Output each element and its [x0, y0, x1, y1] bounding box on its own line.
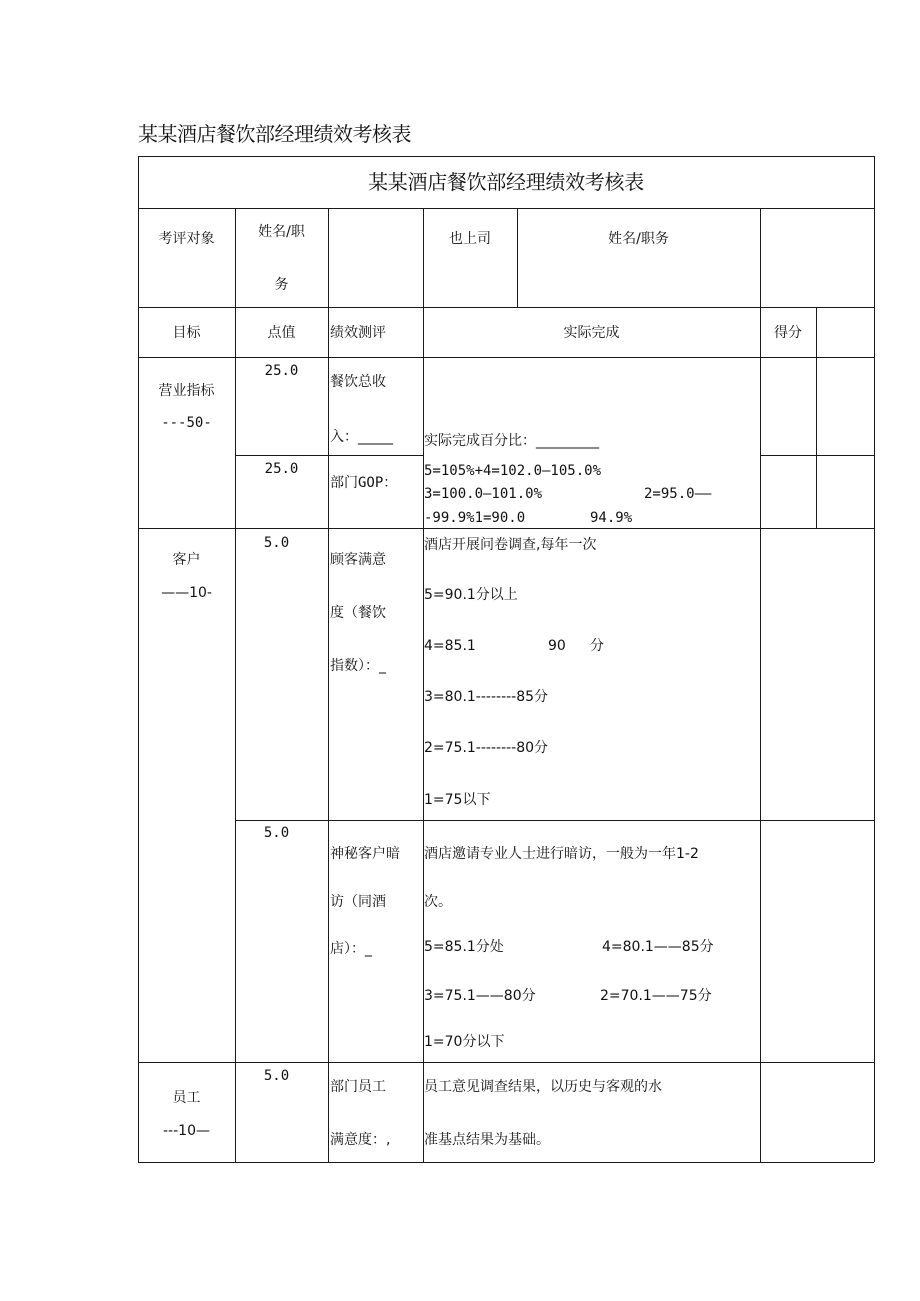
satisfaction-eval: 顾客满意 [330, 552, 386, 568]
customer-weight: ——10- [161, 585, 212, 601]
satisfaction-actual-line: 1=75以下 [424, 792, 491, 808]
table-col-rule [816, 307, 817, 528]
name-title-label-cont: 务 [274, 277, 289, 293]
mystery-actual-line: 3=75.1——80分 [424, 988, 536, 1004]
table-border-left [138, 156, 139, 1162]
document-title: 某某酒店餐饮部经理绩效考核表 [138, 122, 411, 146]
mystery-eval-cont: 店）：_ [330, 941, 372, 957]
gop-points: 25.0 [264, 461, 299, 477]
satisfaction-points: 5.0 [263, 535, 290, 551]
header-points: 点值 [267, 325, 296, 341]
satisfaction-actual-line: 分 [590, 638, 604, 654]
business-actual-line: -99.9%1=90.0 [424, 510, 526, 526]
table-rule [138, 528, 874, 529]
table-rule [760, 455, 874, 456]
gop-eval: 部门GOP： [330, 475, 398, 491]
employee-weight: ---10— [163, 1123, 210, 1139]
satisfaction-actual-line: 4=85.1 [424, 638, 476, 654]
table-border-top [138, 156, 874, 157]
business-actual-line: 5=105%+4=102.0—105.0% [424, 463, 602, 479]
subject-label: 考评对象 [158, 231, 215, 247]
mystery-points: 5.0 [263, 825, 290, 841]
satisfaction-actual-line: 酒店开展问卷调查,每年一次 [424, 537, 597, 553]
satisfaction-actual-line: 2=75.1--------80分 [424, 740, 549, 756]
business-weight: ---50- [161, 415, 212, 431]
employee-eval: 部门员工 [330, 1079, 386, 1095]
employee-actual-line: 准基点结果为基础。 [424, 1132, 550, 1148]
customer-label: 客户 [172, 552, 201, 568]
employee-points: 5.0 [263, 1068, 290, 1084]
employee-label: 员工 [172, 1090, 201, 1106]
table-border-right [874, 156, 875, 1162]
employee-eval-cont: 满意度：, [330, 1132, 391, 1148]
employee-actual-line: 员工意见调查结果，以历史与客观的水 [424, 1079, 662, 1095]
table-col-rule [517, 208, 518, 307]
supervisor-name-title-label: 姓名/职务 [608, 231, 669, 247]
satisfaction-actual-line: 90 [548, 638, 566, 654]
header-score: 得分 [774, 325, 802, 341]
table-col-rule [423, 208, 424, 1162]
satisfaction-eval-cont: 指数）：_ [330, 658, 386, 674]
mystery-eval: 神秘客户暗 [330, 846, 400, 862]
revenue-points: 25.0 [264, 363, 299, 379]
business-actual-line: 实际完成百分比：_________ [424, 433, 599, 449]
mystery-actual-line: 酒店邀请专业人士进行暗访，一般为一年1-2 [424, 846, 699, 862]
table-border-bottom [138, 1162, 874, 1163]
name-title-label: 姓名/职 [258, 224, 305, 240]
table-rule [235, 455, 423, 456]
table-title: 某某酒店餐饮部经理绩效考核表 [368, 170, 644, 194]
satisfaction-actual-line: 3=80.1--------85分 [424, 689, 549, 705]
mystery-actual-line: 次。 [424, 894, 452, 910]
header-actual: 实际完成 [563, 325, 620, 341]
table-rule [138, 307, 874, 308]
table-col-rule [328, 208, 329, 1162]
table-col-rule [760, 208, 761, 1162]
business-label: 营业指标 [158, 383, 215, 399]
header-evaluation: 绩效测评 [330, 325, 386, 341]
revenue-eval: 餐饮总收 [330, 374, 386, 390]
mystery-actual-line: 4=80.1——85分 [602, 939, 714, 955]
mystery-actual-line: 5=85.1分处 [424, 939, 504, 955]
business-actual-line: 2=95.0—— [644, 486, 712, 502]
mystery-eval-cont: 访（同酒 [330, 894, 386, 910]
mystery-actual-line: 2=70.1——75分 [600, 988, 712, 1004]
business-actual-line: 94.9% [590, 510, 633, 526]
table-col-rule [235, 208, 236, 1162]
supervisor-label: 也上司 [449, 231, 491, 247]
table-rule [138, 208, 874, 209]
business-actual-line: 3=100.0—101.0% [424, 486, 543, 502]
revenue-eval-cont: 入：_____ [330, 429, 393, 445]
table-rule [138, 1062, 874, 1063]
header-target: 目标 [172, 325, 201, 341]
mystery-actual-line: 1=70分以下 [424, 1034, 505, 1050]
table-rule [138, 357, 874, 358]
satisfaction-actual-line: 5=90.1分以上 [424, 587, 518, 603]
satisfaction-eval-cont: 度（餐饮 [330, 605, 386, 621]
table-rule [235, 820, 874, 821]
